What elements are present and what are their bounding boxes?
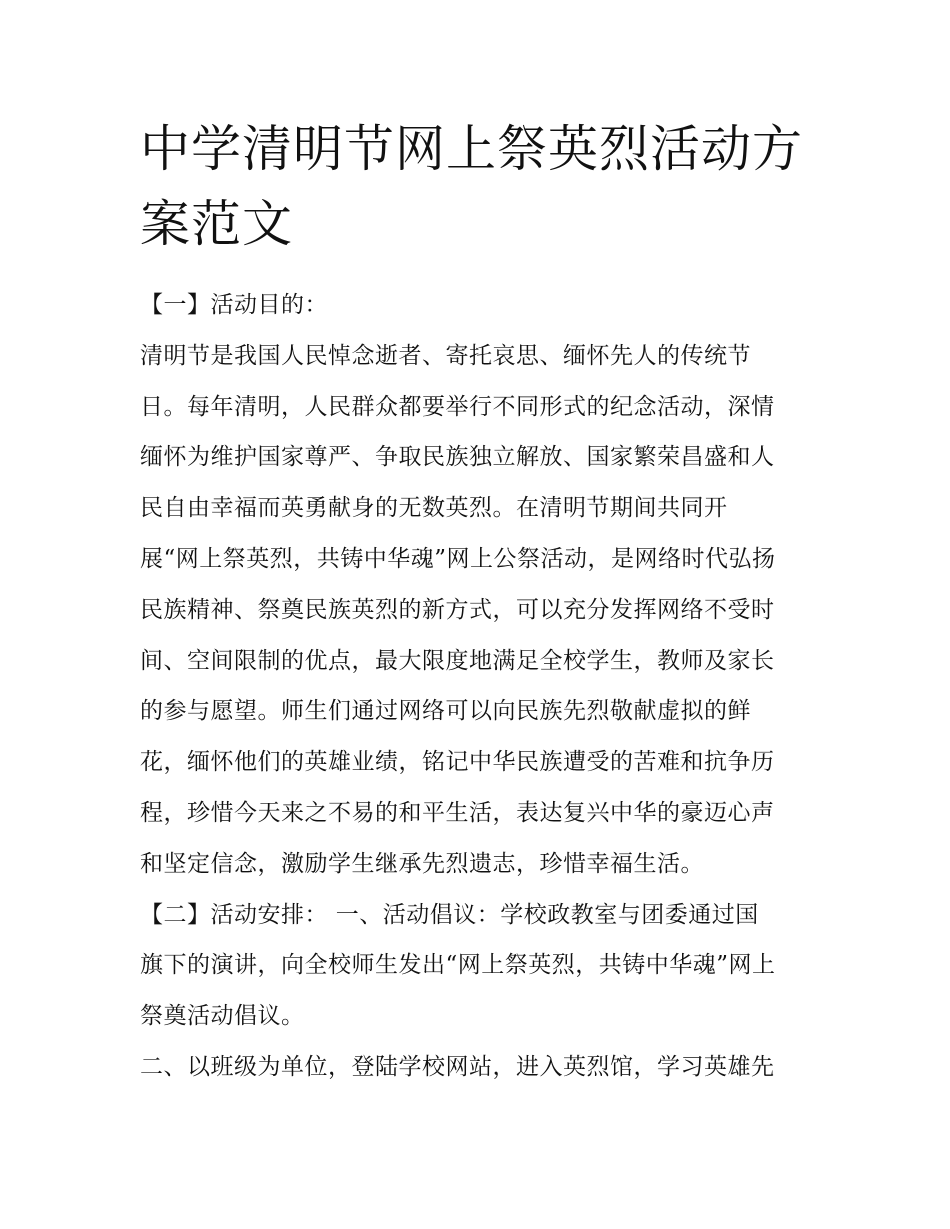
title-line: 中学清明节网上祭英烈活动方	[140, 120, 803, 178]
paragraph-line: 日。每年清明，人民群众都要举行不同形式的纪念活动，深情	[140, 393, 775, 420]
paragraph-line: 清明节是我国人民悼念逝者、寄托哀思、缅怀先人的传统节	[140, 342, 751, 369]
paragraph-line: 缅怀为维护国家尊严、争取民族独立解放、国家繁荣昌盛和人	[140, 444, 775, 471]
document-title	[140, 112, 820, 262]
paragraph-line: 和坚定信念，激励学生继承先烈遗志，珍惜幸福生活。	[140, 850, 704, 877]
section-heading-arrangement: 【二】活动安排： 一、活动倡议：学校政教室与团委通过国	[140, 901, 759, 928]
title-line: 案范文	[140, 195, 293, 253]
paragraph-line: 间、空间限制的优点，最大限度地满足全校学生，教师及家长	[140, 647, 775, 674]
paragraph-line: 展“网上祭英烈，共铸中华魂”网上公祭活动，是网络时代弘扬	[140, 545, 776, 572]
section-heading-purpose: 【一】活动目的：	[140, 292, 328, 318]
paragraph-line: 二、以班级为单位，登陆学校网站，进入英烈馆，学习英雄先	[140, 1053, 775, 1080]
paragraph-line: 程，珍惜今天来之不易的和平生活，表达复兴中华的豪迈心声	[140, 799, 775, 826]
document-body	[140, 280, 820, 1093]
paragraph-line: 花，缅怀他们的英雄业绩，铭记中华民族遭受的苦难和抗争历	[140, 749, 775, 776]
paragraph-line: 旗下的演讲，向全校师生发出“网上祭英烈，共铸中华魂”网上	[140, 952, 776, 979]
paragraph-line: 民族精神、祭奠民族英烈的新方式，可以充分发挥网络不受时	[140, 596, 775, 623]
paragraph-line: 的参与愿望。师生们通过网络可以向民族先烈敬献虚拟的鲜	[140, 698, 751, 725]
paragraph-line: 祭奠活动倡议。	[140, 1003, 305, 1030]
paragraph-line: 民自由幸福而英勇献身的无数英烈。在清明节期间共同开	[140, 495, 728, 522]
